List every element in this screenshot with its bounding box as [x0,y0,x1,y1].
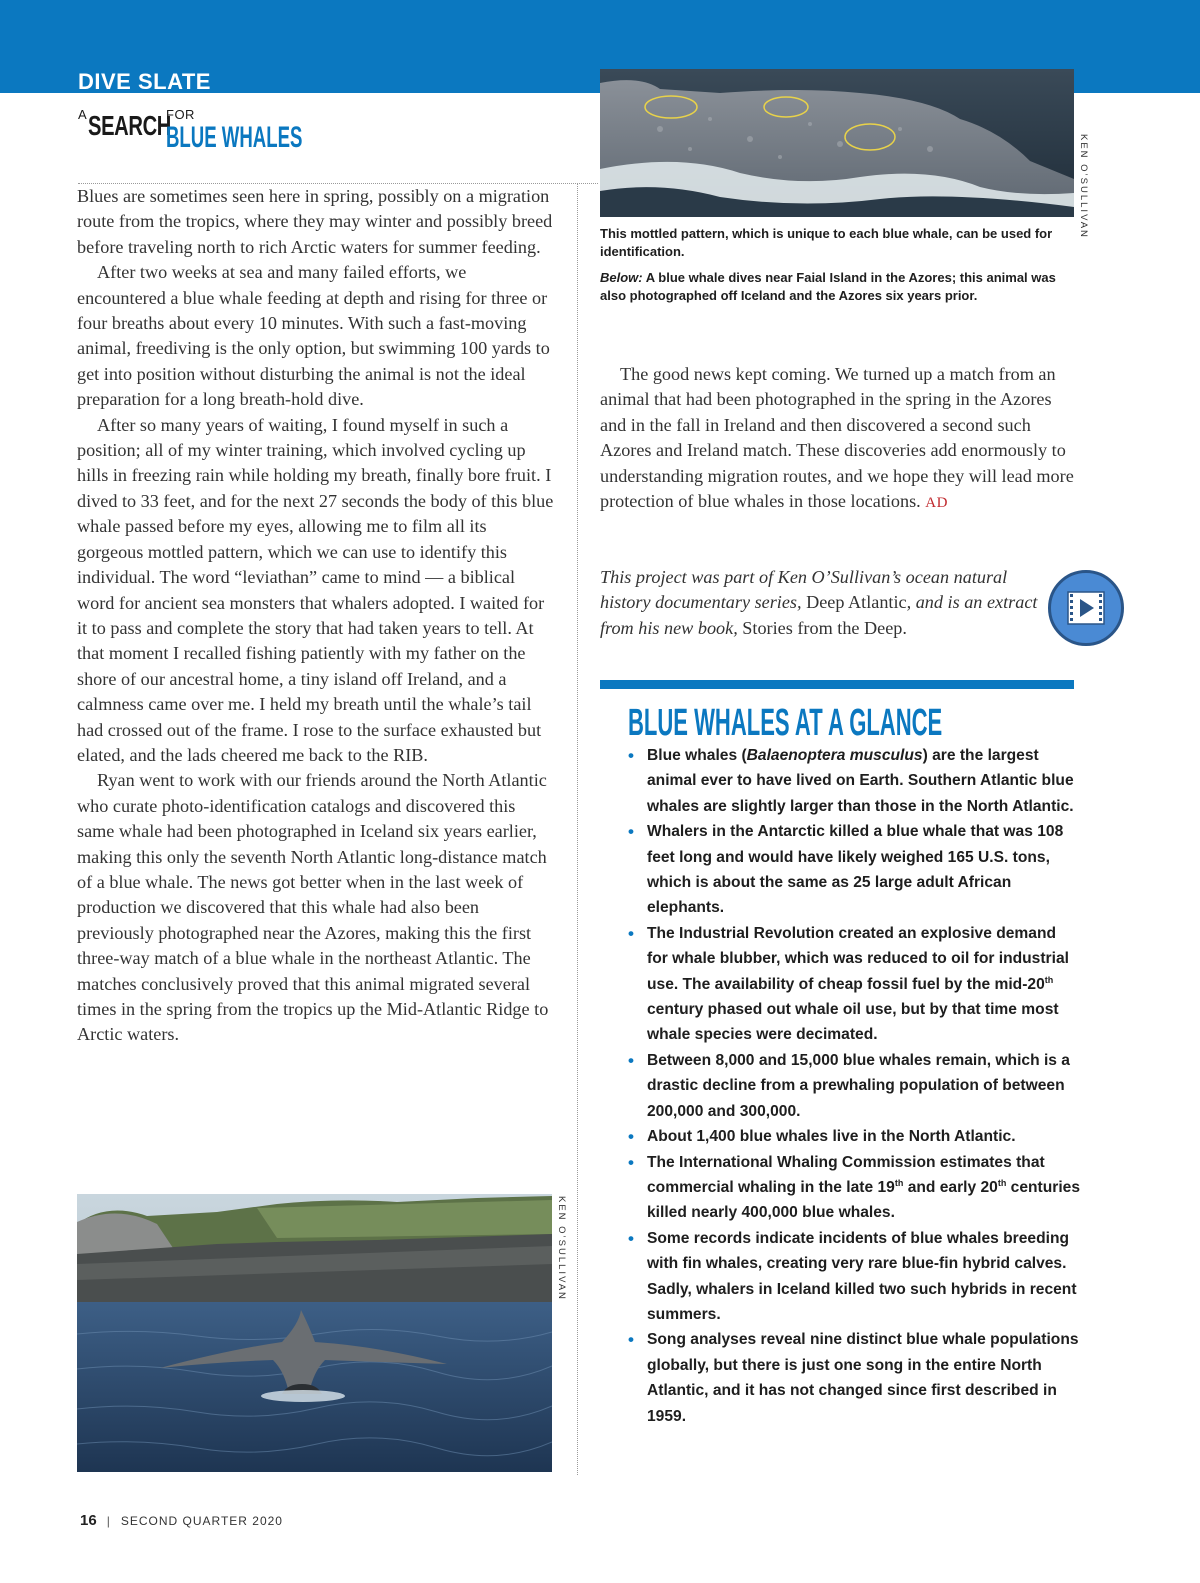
list-item: • Blue whales (Balaenoptera musculus) are the largest animal ever to have lived on Earth. Southern Atlantic blue whales are slightly larger than those in the North Atlantic. [628,743,1080,819]
section-label [78,71,211,93]
note-text: This project was part of Ken O’Sullivan’s ocean natural history documentary series, [600,567,1008,613]
issue-label: SECOND QUARTER 2020 [120,1514,283,1528]
headline-a: A [78,107,88,122]
column-divider [577,183,578,1475]
paragraph: After two weeks at sea and many failed efforts, we encountered a blue whale feeding at depth and rising for three or four breaths about every 10 minutes. With such a fast-moving animal, freediving is the only option, but swimming 100 yards to get into position without disturbing the animal is not the ideal preparation for a long breath-hold dive. [77,262,550,410]
video-play-button[interactable] [1048,570,1124,646]
paragraph: Ryan went to work with our friends around the North Atlantic who curate photo-identification catalogs and discovered this same whale had been photographed in Iceland six years earlier, making this only the seventh North Atlantic long-distance match of a blue whale. The news got better when in the last week of production we discovered that this whale had also been previously photographed near the Azores, making this the first three-way match of a blue whale in the northeast Atlantic. The matches conclusively proved that this animal migrated several times in the spring from the tropics up the Mid-Atlantic Ridge to Arctic waters. [77,770,549,1045]
whale-tail-photo [77,1194,552,1472]
video-play-icon [1051,573,1121,643]
paragraph: The good news kept coming. We turned up a match from an animal that had been photographed in the spring in the Azores and in the fall in Ireland and then discovered a second such Azores and Ireland match. These discoveries add enormously to understanding migration routes, and we hope they will lead more protection of blue whales in those locations. [600,364,1074,512]
headline-blue-whales: BLUE WHALES [166,121,303,154]
section-label-rest: LATE [153,69,211,94]
photo-credit: KEN O’SULLIVAN [556,1196,567,1301]
photo-caption [600,225,1074,305]
section-label-dive: DIVE [78,69,132,94]
article-end-mark: AD [925,495,948,512]
list-item: • The Industrial Revolution created an explosive demand for whale blubber, which was reduced to oil for industrial use. The availability of cheap fossil fuel by the mid-20th century phased out whale oil use, but by that time most whale species were decimated. [628,921,1080,1048]
series-title: Deep Atlantic [806,592,907,613]
list-item: • Some records indicate incidents of blue whales breeding with fin whales, creating very rare blue-fin hybrid calves. Sadly, whalers in Iceland killed two such hybrids in recent summers. [628,1226,1080,1328]
book-title: Stories from the Deep. [742,617,907,638]
list-item: • The International Whaling Commission estimates that commercial whaling in the late 19th and early 20th centuries killed nearly 400,000 blue whales. [628,1150,1080,1226]
caption-main: This mottled pattern, which is unique to each blue whale, can be used for identification. [600,226,1053,259]
sidebar-rule [600,680,1074,689]
headline-search: SEARCH [88,110,171,141]
footer-separator: | [106,1514,111,1528]
headline-for: FOR [166,107,195,122]
list-item: • Whalers in the Antarctic killed a blue whale that was 108 feet long and would have likely weighed 165 U.S. tons, which is about the same as 25 large adult African elephants. [628,819,1080,921]
left-column-text [77,184,555,1048]
sidebar-title: BLUE WHALES AT A GLANCE [628,702,943,744]
caption-below [600,269,1074,305]
right-column-text [600,362,1074,516]
facts-list [628,743,1080,1429]
whale-back-photo [600,69,1074,217]
list-item: • Song analyses reveal nine distinct blue whale populations globally, but there is just one song in the entire North Atlantic, and it has not changed since first described in 1959. [628,1327,1080,1429]
project-note [600,565,1040,641]
note-text: , and is an extract from his new book, [600,592,1038,638]
photo-credit: KEN O’SULLIVAN [1078,134,1089,239]
list-item: • Between 8,000 and 15,000 blue whales remain, which is a drastic decline from a prewhaling population of between 200,000 and 300,000. [628,1048,1080,1124]
paragraph: Blues are sometimes seen here in spring, possibly on a migration route from the tropics, where they may winter and possibly breed before traveling north to rich Arctic waters for summer feeding. [77,186,553,257]
page-number: 16 [80,1512,97,1529]
species-name: Balaenoptera musculus [746,747,923,764]
page-footer [80,1512,283,1529]
list-item: • About 1,400 blue whales live in the North Atlantic. [628,1124,1080,1149]
caption-below-label: Below: [600,270,643,285]
section-label-s: S [137,69,154,94]
caption-below-text: A blue whale dives near Faial Island in the Azores; this animal was also photographed off Iceland and the Azores six years prior. [600,270,1056,303]
paragraph: After so many years of waiting, I found myself in such a position; all of my winter training, which involved cycling up hills in freezing rain while holding my breath, finally bore fruit. I dived to 33 feet, and for the next 27 seconds the body of this blue whale passed before my eyes, allowing me to film all its gorgeous mottled pattern, which we can use to identify this individual. The word “leviathan” came to mind — a biblical word for ancient sea monsters that whalers adopted. I waited for it to pass and complete the story that had taken years to tell. At that moment I recalled fishing patiently with my father on the shore of our ancestral home, a tiny island off Ireland, and a calmness came over me. I held my breath until the whale’s tail had crossed out of the frame. I rose to the surface exhausted but elated, and the lads cheered me back to the RIB. [77,414,554,765]
